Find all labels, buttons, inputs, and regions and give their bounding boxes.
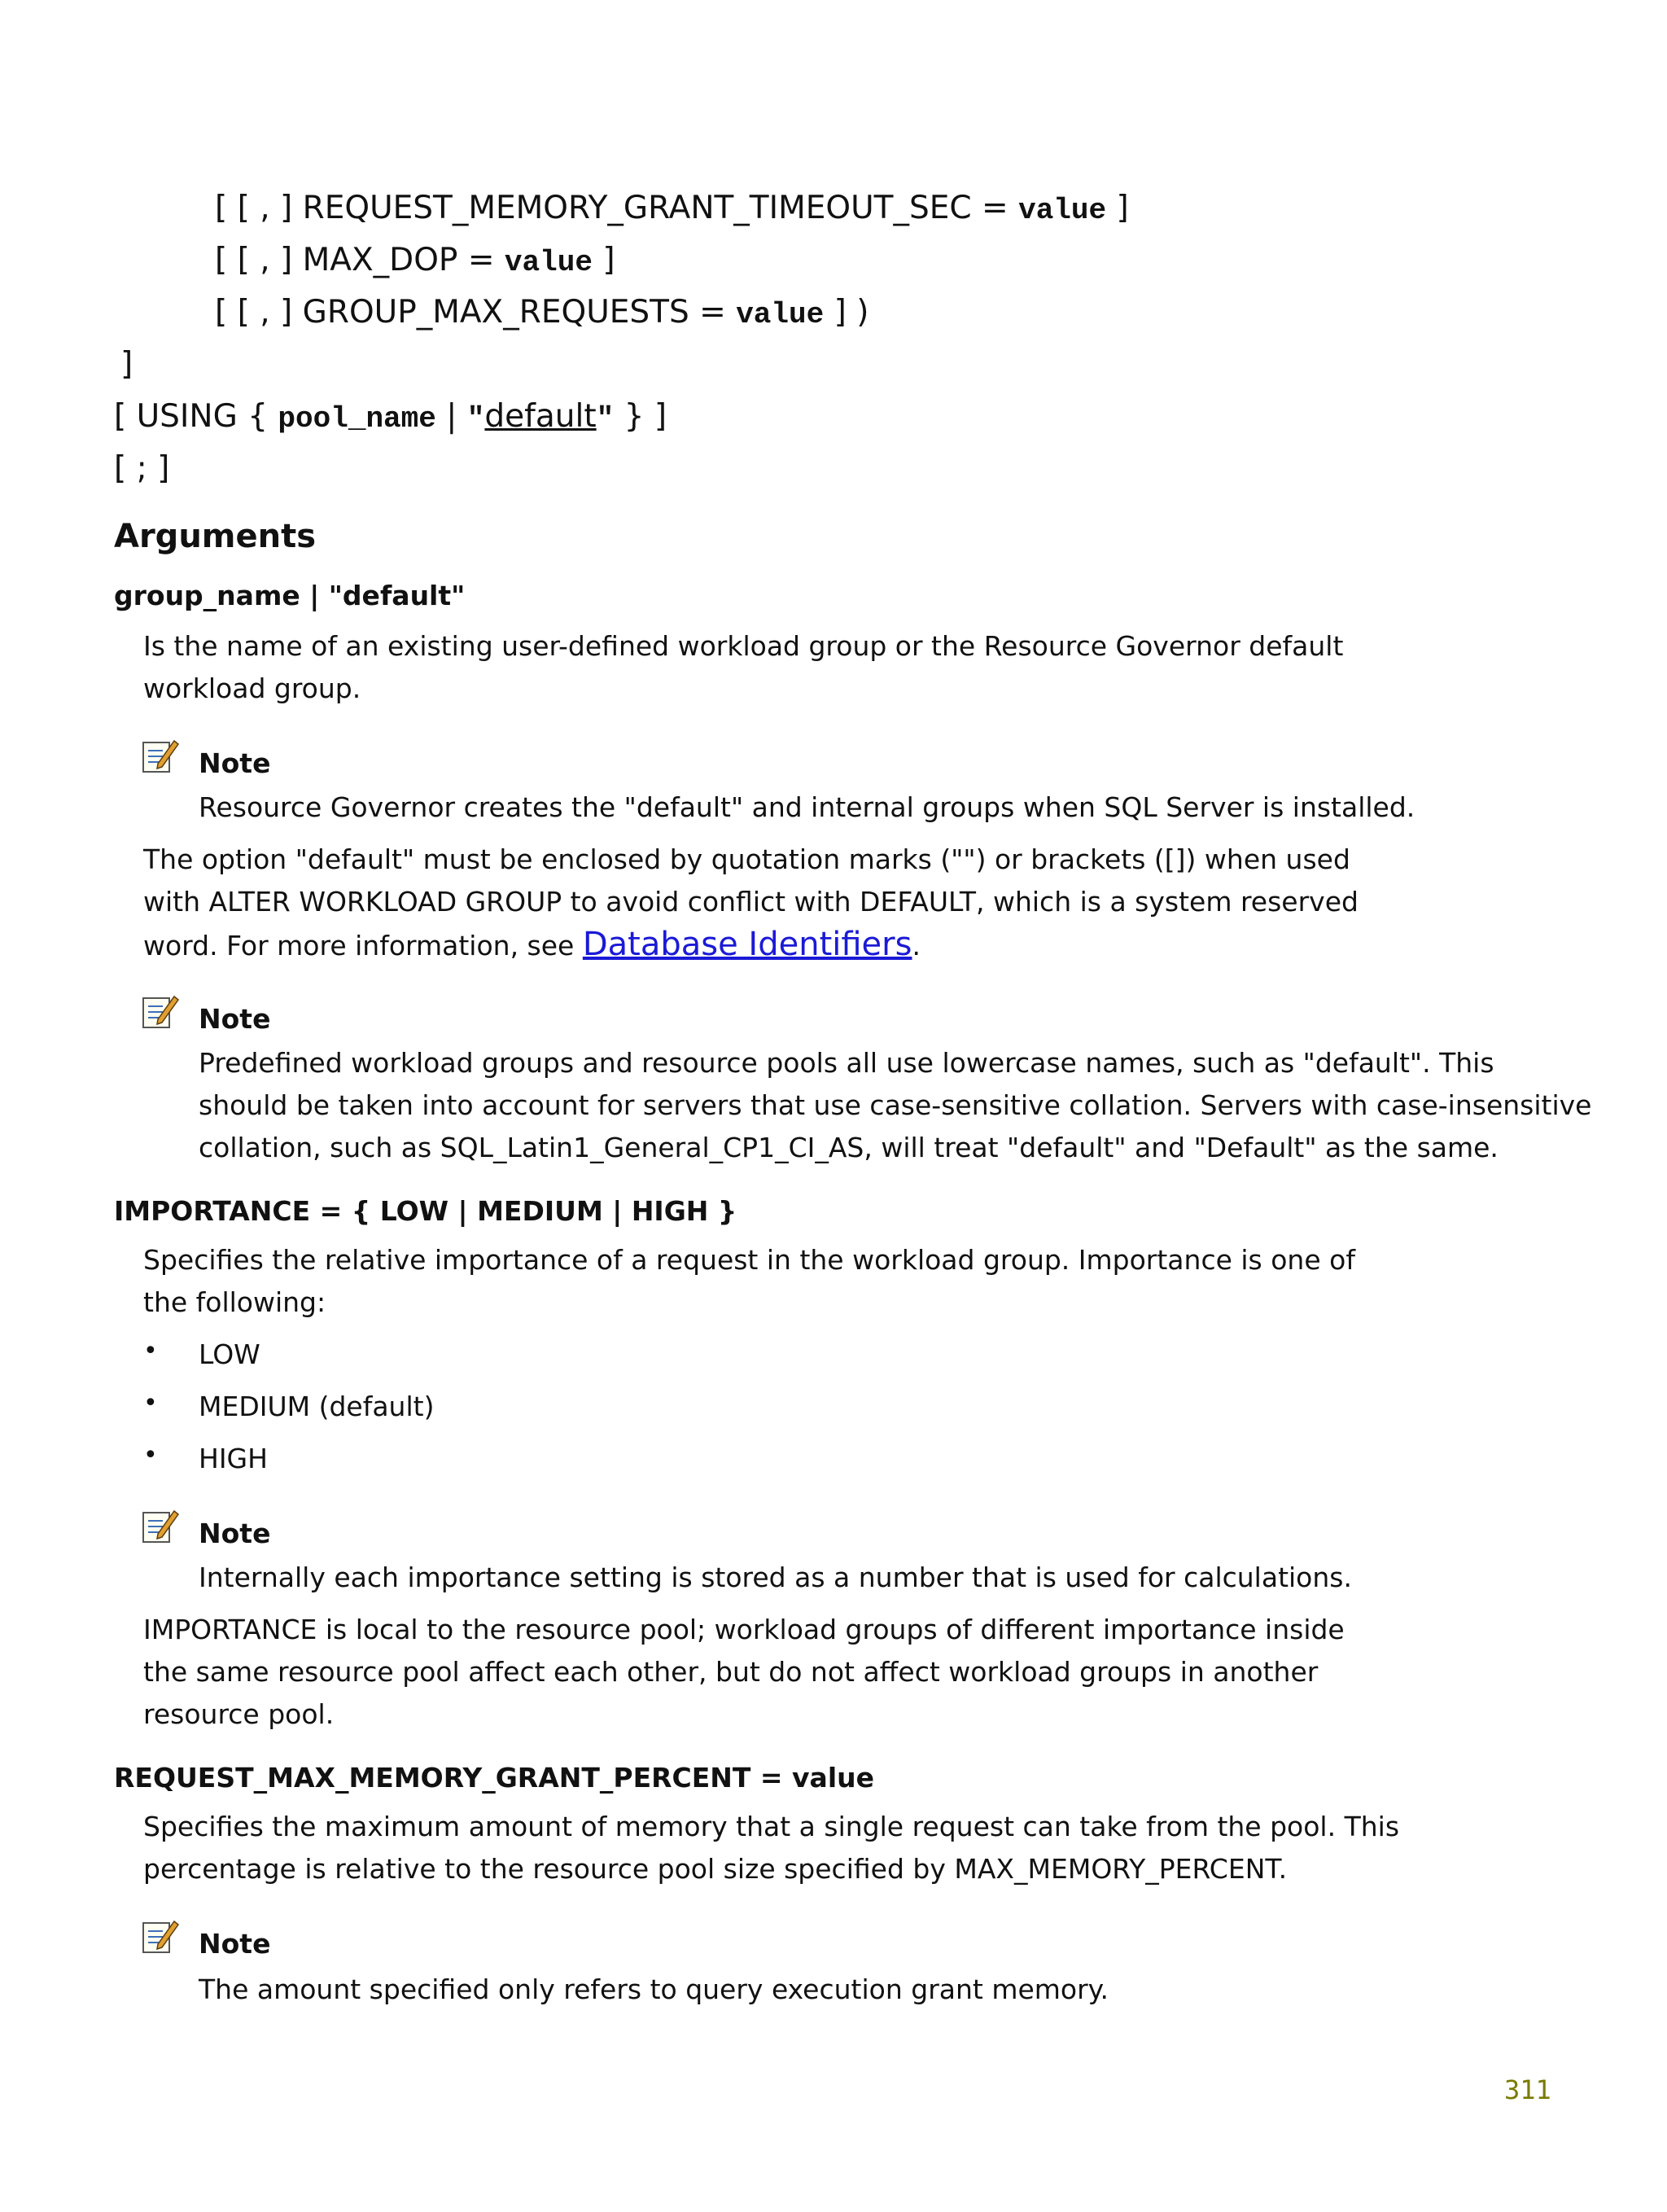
note-label: Note (199, 747, 271, 779)
request-max-desc-line2: percentage is relative to the resource pool size specified by MAX_MEMORY_PERCENT. (143, 1853, 1288, 1885)
page-number: 311 (1504, 2074, 1551, 2105)
syntax-text: [ [ , ] REQUEST_MEMORY_GRANT_TIMEOUT_SEC = (215, 190, 1019, 226)
note-label: Note (199, 1928, 271, 1960)
syntax-text: [ [ , ] MAX_DOP = (215, 242, 505, 278)
list-item: MEDIUM (default) (199, 1391, 435, 1422)
note-pencil-icon (142, 993, 179, 1029)
syntax-line-group-max-requests (215, 293, 869, 335)
note-text-line3: collation, such as SQL_Latin1_General_CP1_CI_AS, will treat "default" and "Default" as the same. (199, 1132, 1499, 1163)
syntax-text: [ USING { (114, 398, 278, 435)
note-text-line1: Predefined workload groups and resource pools all use lowercase names, such as "default". This (199, 1047, 1494, 1079)
importance-para-line3: resource pool. (143, 1698, 335, 1730)
group-name-term: group_name | "default" (114, 580, 466, 611)
database-identifiers-link[interactable]: Database Identifiers (582, 926, 912, 963)
syntax-close-bracket: ] (120, 346, 133, 383)
group-name-desc-line2: workload group. (143, 672, 361, 704)
note-pencil-icon (142, 1508, 179, 1544)
syntax-using-line (114, 397, 667, 439)
importance-para-line1: IMPORTANCE is local to the resource pool; workload groups of different importance inside (143, 1614, 1345, 1645)
syntax-value: value (736, 298, 825, 331)
note-text: The amount specified only refers to query execution grant memory. (199, 1973, 1109, 2005)
syntax-quote: " (596, 402, 615, 436)
note-label: Note (199, 1518, 271, 1549)
syntax-text: ] ) (824, 294, 869, 331)
syntax-value: value (1018, 194, 1107, 227)
bullet: • (143, 1441, 158, 1470)
para-text: . (912, 930, 921, 961)
group-name-desc-line1: Is the name of an existing user-defined workload group or the Resource Governor default (143, 630, 1344, 662)
note-pencil-icon (142, 1918, 179, 1954)
request-max-memory-term: REQUEST_MAX_MEMORY_GRANT_PERCENT = value (114, 1762, 875, 1794)
note-text: Resource Governor creates the "default" and internal groups when SQL Server is installed. (199, 791, 1415, 823)
syntax-text: } ] (614, 398, 667, 435)
note-text-line2: should be taken into account for servers that use case-sensitive collation. Servers with case-insensitive (199, 1089, 1592, 1121)
request-max-desc-line1: Specifies the maximum amount of memory that a single request can take from the pool. This (143, 1811, 1400, 1842)
importance-para-line2: the same resource pool affect each other, but do not affect workload groups in another (143, 1656, 1319, 1688)
syntax-value: value (504, 246, 593, 279)
bullet: • (143, 1389, 158, 1417)
syntax-terminator: [ ; ] (114, 450, 170, 487)
list-item: LOW (199, 1338, 260, 1370)
syntax-line-max-dop (215, 241, 615, 283)
group-name-para-line2: with ALTER WORKLOAD GROUP to avoid conflict with DEFAULT, which is a system reserved (143, 886, 1359, 918)
group-name-para-line3 (143, 923, 921, 967)
syntax-default: default (484, 398, 597, 435)
arguments-heading: Arguments (114, 518, 317, 555)
syntax-quote: " (466, 402, 485, 436)
note-text: Internally each importance setting is stored as a number that is used for calculations. (199, 1562, 1352, 1593)
syntax-text: [ [ , ] GROUP_MAX_REQUESTS = (215, 294, 737, 331)
syntax-text: ] (1106, 190, 1129, 226)
bullet: • (143, 1337, 158, 1365)
importance-desc-line2: the following: (143, 1286, 326, 1318)
para-text: word. For more information, see (143, 930, 583, 961)
list-item: HIGH (199, 1443, 268, 1474)
note-label: Note (199, 1003, 271, 1035)
syntax-line-request-memory-grant-timeout (215, 189, 1129, 230)
syntax-text: ] (592, 242, 615, 278)
note-pencil-icon (142, 738, 179, 773)
syntax-text: | (435, 398, 467, 435)
importance-term: IMPORTANCE = { LOW | MEDIUM | HIGH } (114, 1195, 737, 1227)
importance-desc-line1: Specifies the relative importance of a request in the workload group. Importance is one of (143, 1244, 1355, 1276)
syntax-pool-name: pool_name (278, 402, 436, 436)
group-name-para-line1: The option "default" must be enclosed by quotation marks ("") or brackets ([]) when used (143, 843, 1350, 875)
